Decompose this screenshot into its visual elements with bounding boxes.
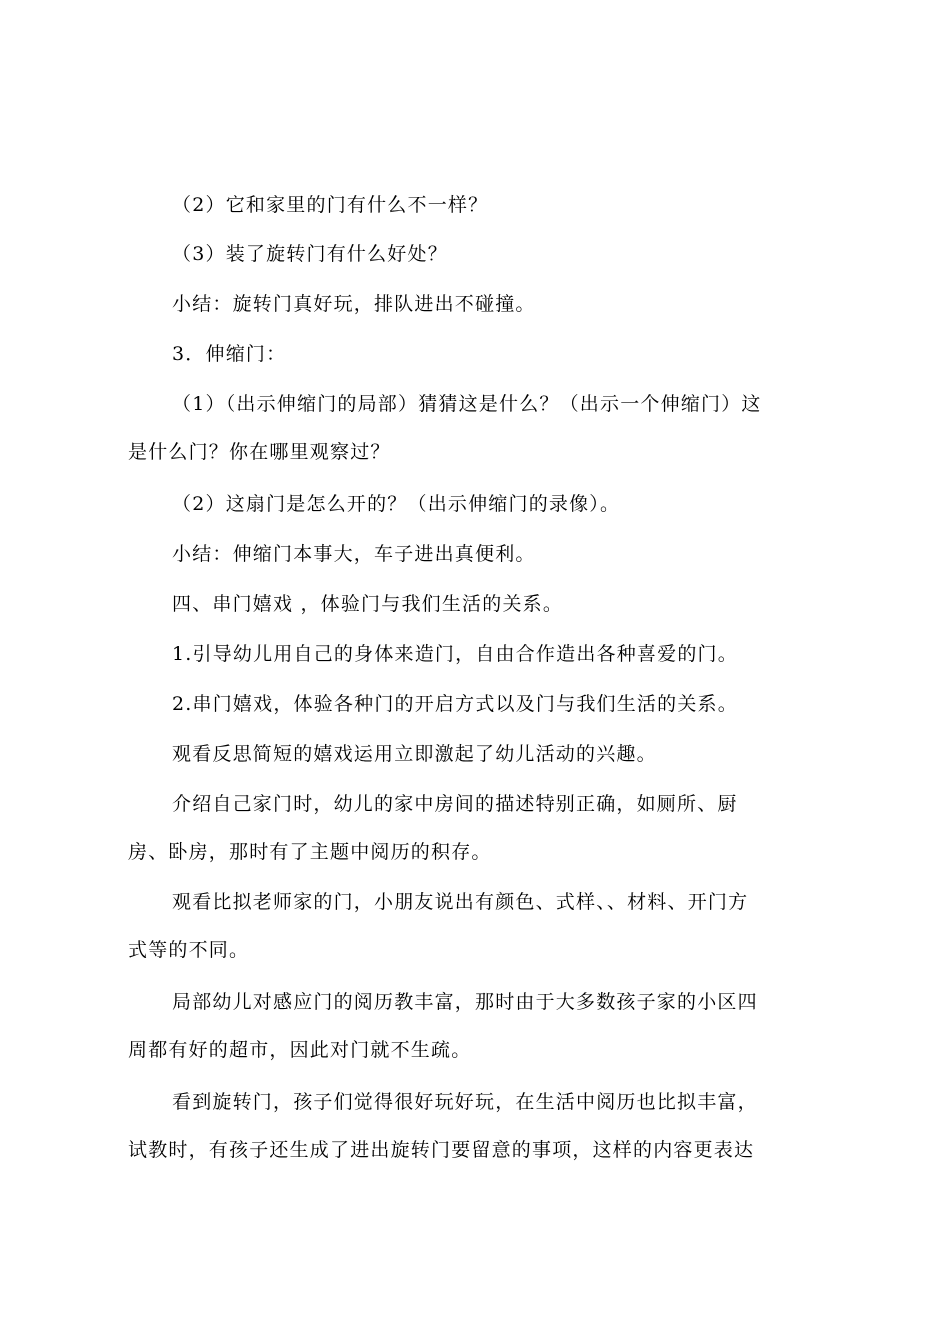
text-line: （2）它和家里的门有什么不一样？: [172, 194, 489, 216]
paragraph: [172, 230, 878, 278]
text-line: 局部幼儿对感应门的阅历教丰富，那时由于大多数孩子家的小区四: [172, 991, 758, 1013]
text-line: 看到旋转门，孩子们觉得很好玩好玩，在生活中阅历也比拟丰富，: [172, 1091, 758, 1113]
text-line: 2.串门嬉戏，体验各种门的开启方式以及门与我们生活的关系。: [172, 693, 738, 715]
text-line: 周都有好的超市，因此对门就不生疏。: [128, 1039, 472, 1061]
paragraph: [172, 530, 878, 578]
text-line: 3．伸缩门：: [172, 343, 287, 365]
text-line: 小结：伸缩门本事大，车子进出真便利。: [172, 543, 536, 565]
paragraph: [172, 630, 878, 678]
text-line: （1）（出示伸缩门的局部）猜猜这是什么？（出示一个伸缩门）这: [172, 393, 762, 415]
text-line: 观看反思简短的嬉戏运用立即激起了幼儿活动的兴趣。: [172, 743, 657, 765]
paragraph: [128, 978, 834, 1074]
text-line: 试教时，有孩子还生成了进出旋转门要留意的事项，这样的内容更表达: [128, 1139, 755, 1161]
paragraph: [172, 280, 878, 328]
text-line: 观看比拟老师家的门，小朋友说出有颜色、式样、、材料、开门方: [172, 891, 749, 913]
text-line: （2）这扇门是怎么开的？（出示伸缩门的录像）。: [172, 493, 621, 515]
paragraph: [172, 680, 878, 728]
text-line: 介绍自己家门时，幼儿的家中房间的描述特别正确，如厕所、厨: [172, 793, 738, 815]
paragraph: [172, 330, 878, 378]
text-line: 1.引导幼儿用自己的身体来造门，自由合作造出各种喜爱的门。: [172, 643, 738, 665]
paragraph: [128, 878, 834, 974]
text-line: 房、卧房，那时有了主题中阅历的积存。: [128, 841, 492, 863]
text-line: 式等的不同。: [128, 939, 250, 961]
paragraph: [128, 780, 834, 876]
paragraph: [128, 380, 834, 476]
paragraph: [172, 480, 878, 528]
text-line: （3）装了旋转门有什么好处？: [172, 243, 448, 265]
paragraph: [172, 181, 878, 229]
text-line: 是什么门？你在哪里观察过？: [128, 441, 391, 463]
paragraph: [172, 730, 878, 778]
text-line: 小结：旋转门真好玩，排队进出不碰撞。: [172, 293, 536, 315]
text-line: 四、串门嬉戏 ，体验门与我们生活的关系。: [172, 593, 564, 615]
paragraph: [128, 1078, 834, 1174]
paragraph: [172, 580, 878, 628]
